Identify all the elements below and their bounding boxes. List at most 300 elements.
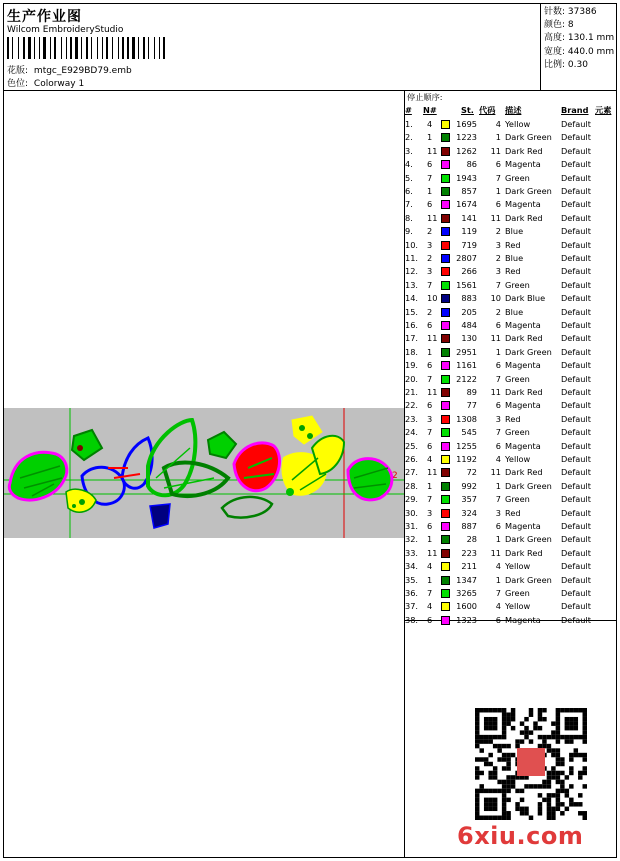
color-swatch	[441, 200, 450, 209]
row-needle: 3	[427, 266, 433, 277]
row-number: 6.	[405, 186, 413, 196]
colorway-label: 色位:	[7, 79, 29, 89]
qr-module	[547, 771, 551, 775]
color-swatch	[441, 522, 450, 531]
row-code: 11	[490, 333, 501, 344]
row-stitches: 1161	[456, 360, 477, 371]
barcode-bar	[79, 37, 80, 59]
row-code: 3	[495, 239, 501, 250]
qr-module	[569, 757, 573, 761]
barcode-bar	[161, 37, 162, 59]
row-needle: 7	[427, 373, 433, 384]
qr-module	[556, 793, 560, 797]
qr-module	[506, 775, 510, 779]
row-description: Dark Green	[505, 574, 552, 585]
row-stitches: 1323	[456, 614, 477, 625]
row-needle: 7	[427, 588, 433, 598]
row-brand: Default	[561, 320, 591, 330]
row-brand: Default	[561, 494, 591, 505]
barcode-bar	[57, 37, 60, 59]
row-brand: Default	[561, 172, 591, 183]
row-number: 26.	[405, 454, 419, 464]
row-needle: 4	[427, 601, 433, 612]
barcode-bar	[154, 37, 155, 59]
color-swatch	[441, 495, 450, 504]
row-code: 1	[495, 346, 501, 357]
qr-module	[547, 784, 551, 788]
row-brand: Default	[561, 547, 591, 558]
qr-module	[484, 721, 488, 725]
qr-module	[497, 816, 501, 820]
barcode-bar	[93, 37, 96, 59]
qr-module	[547, 793, 551, 797]
qr-module	[556, 726, 560, 730]
butterfly-yellow-dotted	[292, 416, 322, 444]
row-code: 2	[495, 306, 501, 317]
table-row	[405, 185, 616, 198]
row-number: 18.	[405, 346, 419, 357]
row-number: 3.	[405, 145, 413, 156]
row-number: 20.	[405, 373, 419, 384]
row-description: Magenta	[505, 320, 541, 330]
row-brand: Default	[561, 279, 591, 290]
table-row	[405, 198, 616, 211]
qr-module	[551, 721, 555, 725]
row-number: 24.	[405, 427, 419, 438]
qr-module	[497, 748, 501, 752]
row-needle: 11	[427, 467, 438, 478]
row-stitches: 77	[466, 400, 477, 411]
qr-module	[542, 784, 546, 788]
qr-module	[529, 730, 533, 734]
row-number: 21.	[405, 387, 419, 397]
row-needle: 2	[427, 253, 433, 263]
qr-module	[493, 708, 497, 712]
row-stitches: 1192	[456, 454, 477, 464]
table-row	[405, 520, 616, 533]
qr-module	[502, 753, 506, 757]
qr-module	[551, 753, 555, 757]
row-stitches: 211	[461, 561, 477, 572]
barcode-bar	[7, 37, 9, 59]
row-code: 4	[495, 454, 501, 464]
col-code: 代码	[479, 105, 496, 115]
qr-module	[583, 816, 587, 820]
color-swatch	[441, 401, 450, 410]
qr-module	[547, 748, 551, 752]
color-swatch	[441, 294, 450, 303]
row-brand: Default	[561, 333, 591, 344]
qr-module	[502, 780, 506, 784]
row-brand: Default	[561, 360, 591, 371]
qr-module	[475, 730, 479, 734]
end-marker: 2	[392, 471, 398, 481]
table-row	[405, 587, 616, 600]
table-row	[405, 386, 616, 399]
qr-module	[511, 712, 515, 716]
qr-module	[488, 807, 492, 811]
row-needle: 6	[427, 360, 433, 371]
qr-module	[506, 762, 510, 766]
qr-module	[574, 748, 578, 752]
row-needle: 6	[427, 159, 433, 170]
barcode-bar	[132, 37, 135, 59]
table-row	[405, 547, 616, 560]
qr-module	[502, 784, 506, 788]
row-code: 2	[495, 226, 501, 237]
qr-module	[502, 744, 506, 748]
color-swatch	[441, 509, 450, 518]
qr-module	[520, 789, 524, 793]
barcode-bar	[43, 37, 46, 59]
qr-module	[475, 739, 479, 743]
row-number: 1.	[405, 119, 413, 129]
header-info	[4, 4, 541, 90]
col-number: #	[405, 105, 412, 115]
stat-height: 高度: 130.1 mm	[544, 33, 615, 44]
row-needle: 1	[427, 186, 433, 196]
row-description: Dark Green	[505, 132, 552, 143]
qr-module	[578, 793, 582, 797]
qr-module	[583, 712, 587, 716]
table-row	[405, 212, 616, 225]
qr-module	[583, 708, 587, 712]
row-stitches: 1695	[456, 119, 477, 129]
qr-module	[484, 757, 488, 761]
qr-module	[488, 771, 492, 775]
qr-module	[475, 811, 479, 815]
qr-module	[506, 811, 510, 815]
row-needle: 7	[427, 427, 433, 438]
qr-module	[502, 735, 506, 739]
qr-module	[511, 708, 515, 712]
table-row	[405, 158, 616, 171]
row-stitches: 1561	[456, 279, 477, 290]
color-swatch	[441, 267, 450, 276]
qr-module	[488, 753, 492, 757]
barcode-bar	[61, 37, 62, 59]
butterfly-right	[348, 459, 392, 500]
qr-module	[520, 730, 524, 734]
color-swatch	[441, 214, 450, 223]
qr-module	[511, 753, 515, 757]
qr-module	[547, 735, 551, 739]
color-swatch	[441, 455, 450, 464]
qr-module	[515, 789, 519, 793]
barcode-bar	[10, 37, 11, 59]
barcode-bar	[36, 37, 38, 59]
butterfly-red-magenta	[234, 443, 280, 491]
qr-module	[524, 811, 528, 815]
row-brand: Default	[561, 346, 591, 357]
qr-module	[520, 739, 524, 743]
table-row	[405, 413, 616, 426]
qr-module	[583, 717, 587, 721]
color-swatch	[441, 388, 450, 397]
row-needle: 1	[427, 132, 433, 143]
color-swatch	[441, 549, 450, 558]
butterfly-green-small	[208, 432, 236, 458]
qr-module	[547, 775, 551, 779]
qr-module	[583, 726, 587, 730]
qr-module	[511, 726, 515, 730]
color-swatch	[441, 120, 450, 129]
color-swatch	[441, 348, 450, 357]
row-brand: Default	[561, 413, 591, 424]
row-brand: Default	[561, 159, 591, 170]
row-stitches: 266	[461, 266, 477, 277]
barcode-bar	[109, 37, 111, 59]
qr-module	[484, 708, 488, 712]
qr-module	[484, 802, 488, 806]
row-description: Dark Red	[505, 467, 543, 478]
qr-module	[529, 708, 533, 712]
row-number: 35.	[405, 574, 419, 585]
qr-module	[475, 771, 479, 775]
row-code: 4	[495, 119, 501, 129]
qr-module	[560, 771, 564, 775]
qr-module	[484, 717, 488, 721]
qr-module	[542, 780, 546, 784]
barcode-bar	[138, 37, 139, 59]
qr-module	[524, 726, 528, 730]
row-stitches: 223	[461, 547, 477, 558]
row-needle: 1	[427, 480, 433, 491]
barcode-bar	[122, 37, 124, 59]
row-number: 32.	[405, 534, 419, 545]
row-description: Magenta	[505, 521, 541, 531]
row-needle: 11	[427, 333, 438, 344]
row-needle: 7	[427, 494, 433, 505]
qr-module	[533, 784, 537, 788]
qr-module	[493, 789, 497, 793]
qr-module	[506, 766, 510, 770]
row-number: 14.	[405, 293, 419, 304]
row-needle: 11	[427, 145, 438, 156]
row-description: Dark Green	[505, 346, 552, 357]
row-brand: Default	[561, 373, 591, 384]
table-row	[405, 440, 616, 453]
qr-module	[475, 757, 479, 761]
table-header	[405, 105, 616, 117]
color-swatch	[441, 576, 450, 585]
qr-module	[560, 784, 564, 788]
barcode-bar	[32, 37, 33, 59]
row-brand: Default	[561, 480, 591, 491]
row-stitches: 719	[461, 239, 477, 250]
row-brand: Default	[561, 427, 591, 438]
row-needle: 3	[427, 507, 433, 518]
qr-module	[551, 766, 555, 770]
table-row	[405, 399, 616, 412]
qr-module	[493, 802, 497, 806]
barcode-bar	[104, 37, 105, 59]
qr-module	[484, 798, 488, 802]
row-description: Yellow	[505, 119, 531, 129]
row-brand: Default	[561, 266, 591, 277]
row-brand: Default	[561, 454, 591, 464]
color-swatch	[441, 254, 450, 263]
qr-module	[578, 753, 582, 757]
row-stitches: 1600	[456, 601, 477, 612]
row-description: Green	[505, 279, 530, 290]
qr-module	[578, 802, 582, 806]
color-swatch	[441, 281, 450, 290]
table-row	[405, 574, 616, 587]
row-needle: 7	[427, 172, 433, 183]
row-description: Yellow	[505, 601, 531, 612]
qr-module	[565, 717, 569, 721]
butterfly-darkblue-small	[150, 504, 170, 528]
qr-module	[520, 811, 524, 815]
row-number: 5.	[405, 172, 413, 183]
stat-stitches: 针数: 37386	[544, 7, 597, 17]
row-code: 6	[495, 320, 501, 330]
qr-module	[538, 712, 542, 716]
table-row	[405, 265, 616, 278]
qr-module	[583, 735, 587, 739]
table-row	[405, 145, 616, 158]
row-code: 1	[495, 186, 501, 196]
row-number: 15.	[405, 306, 419, 317]
barcode-bar	[18, 37, 19, 59]
row-brand: Default	[561, 561, 591, 572]
row-needle: 4	[427, 561, 433, 572]
watermark-logo: 6xiu.com	[457, 822, 584, 850]
row-description: Red	[505, 413, 521, 424]
row-needle: 6	[427, 199, 433, 210]
qr-module	[569, 753, 573, 757]
row-description: Red	[505, 239, 521, 250]
qr-module	[497, 789, 501, 793]
qr-module	[502, 802, 506, 806]
row-code: 4	[495, 561, 501, 572]
qr-module	[551, 807, 555, 811]
table-row	[405, 306, 616, 319]
qr-module	[506, 780, 510, 784]
qr-module	[479, 816, 483, 820]
qr-module	[560, 802, 564, 806]
table-row	[405, 131, 616, 144]
barcode-bar	[20, 37, 22, 59]
qr-module	[479, 735, 483, 739]
qr-module	[565, 726, 569, 730]
barcode-bar	[146, 37, 147, 59]
qr-module	[488, 798, 492, 802]
qr-module	[502, 816, 506, 820]
row-needle: 3	[427, 413, 433, 424]
qr-module	[488, 789, 492, 793]
row-number: 29.	[405, 494, 419, 505]
page-title: 生产作业图	[7, 9, 82, 25]
qr-module	[556, 748, 560, 752]
qr-module	[551, 775, 555, 779]
qr-module	[479, 708, 483, 712]
color-swatch	[441, 415, 450, 424]
table-row	[405, 533, 616, 546]
qr-module	[475, 802, 479, 806]
color-swatch	[441, 187, 450, 196]
qr-module	[574, 708, 578, 712]
col-stitches: St.	[461, 105, 474, 115]
barcode-bar	[99, 37, 101, 59]
qr-module	[484, 762, 488, 766]
barcode-bar	[120, 37, 121, 59]
color-swatch	[441, 334, 450, 343]
qr-module	[542, 739, 546, 743]
qr-module	[475, 789, 479, 793]
qr-module	[538, 708, 542, 712]
qr-module	[488, 721, 492, 725]
qr-module	[506, 789, 510, 793]
qr-module	[475, 798, 479, 802]
qr-module	[479, 739, 483, 743]
table-row	[405, 359, 616, 372]
barcode-bar	[52, 37, 53, 59]
row-description: Dark Green	[505, 480, 552, 491]
row-needle: 3	[427, 239, 433, 250]
table-row	[405, 225, 616, 238]
qr-module	[542, 744, 546, 748]
row-brand: Default	[561, 226, 591, 237]
row-needle: 6	[427, 440, 433, 451]
row-number: 12.	[405, 266, 419, 277]
row-stitches: 324	[461, 507, 477, 518]
table-row	[405, 346, 616, 359]
row-description: Green	[505, 373, 530, 384]
qr-module	[479, 789, 483, 793]
qr-module	[488, 726, 492, 730]
qr-module	[515, 807, 519, 811]
qr-module	[506, 798, 510, 802]
qr-module	[506, 784, 510, 788]
qr-module	[502, 708, 506, 712]
row-description: Red	[505, 507, 521, 518]
qr-module	[569, 798, 573, 802]
qr-module	[475, 717, 479, 721]
qr-module	[542, 708, 546, 712]
qr-module	[560, 757, 564, 761]
row-needle: 11	[427, 387, 438, 397]
dot-cluster	[286, 488, 294, 496]
qr-module	[479, 748, 483, 752]
row-needle: 10	[427, 293, 438, 304]
qr-module	[506, 717, 510, 721]
row-brand: Default	[561, 132, 591, 143]
row-stitches: 141	[461, 212, 477, 223]
qr-module	[578, 775, 582, 779]
qr-module	[493, 717, 497, 721]
row-brand: Default	[561, 239, 591, 250]
row-stitches: 2807	[456, 253, 477, 263]
qr-module	[560, 708, 564, 712]
qr-module	[475, 721, 479, 725]
barcode-bar	[102, 37, 103, 59]
barcode-bar	[81, 37, 82, 59]
qr-module	[493, 816, 497, 820]
qr-module	[542, 735, 546, 739]
barcode-bar	[75, 37, 78, 59]
qr-module	[569, 717, 573, 721]
barcode-bar	[166, 37, 167, 59]
color-swatch	[441, 241, 450, 250]
qr-module	[511, 775, 515, 779]
barcode-bar	[148, 37, 149, 59]
qr-module	[484, 807, 488, 811]
qr-module	[556, 712, 560, 716]
row-description: Magenta	[505, 360, 541, 371]
qr-module	[502, 807, 506, 811]
